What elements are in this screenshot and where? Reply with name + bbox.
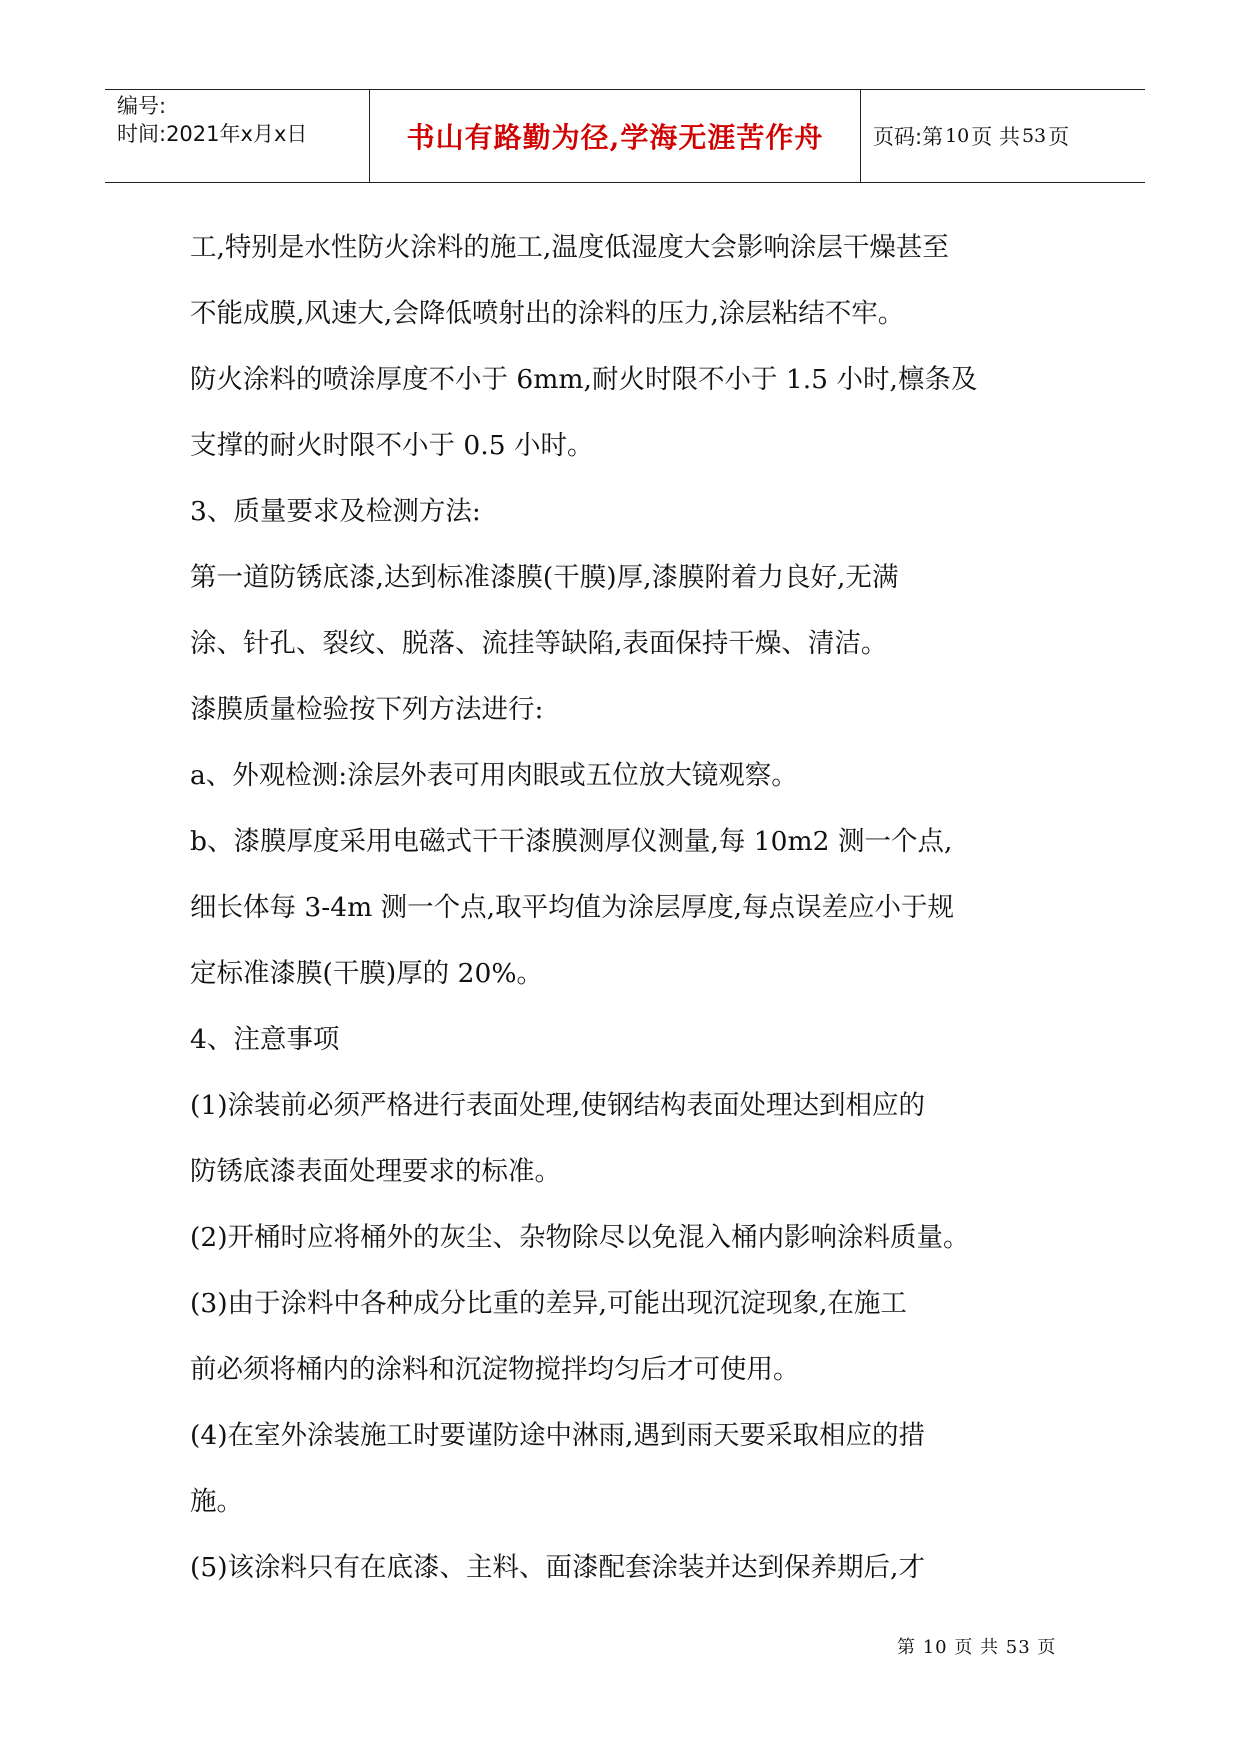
body-line: b、漆膜厚度采用电磁式干干漆膜测厚仪测量,每 10m2 测一个点, bbox=[190, 826, 953, 857]
page-prefix: 页码:第 bbox=[873, 125, 944, 149]
section-heading-notes: 4、注意事项 bbox=[190, 1024, 340, 1055]
page-footer: 第 10 页 共 53 页 bbox=[897, 1637, 1057, 1658]
page-current-number: 10 bbox=[945, 125, 970, 147]
body-line: a、外观检测:涂层外表可用肉眼或五位放大镜观察。 bbox=[190, 760, 798, 791]
header-page-indicator bbox=[873, 90, 1069, 182]
body-line: (2)开桶时应将桶外的灰尘、杂物除尽以免混入桶内影响涂料质量。 bbox=[190, 1222, 970, 1253]
body-line: (3)由于涂料中各种成分比重的差异,可能出现沉淀现象,在施工 bbox=[190, 1288, 907, 1319]
body-line: 涂、针孔、裂纹、脱落、流挂等缺陷,表面保持干燥、清洁。 bbox=[190, 628, 888, 659]
body-line: 第一道防锈底漆,达到标准漆膜(干膜)厚,漆膜附着力良好,无满 bbox=[190, 562, 899, 593]
page-total-number: 53 bbox=[1021, 125, 1047, 147]
document-body bbox=[190, 215, 1090, 1601]
document-time-label: 时间:2021年x月x日 bbox=[117, 122, 308, 146]
body-line: 防锈底漆表面处理要求的标准。 bbox=[190, 1156, 561, 1187]
document-number-label: 编号: bbox=[117, 94, 167, 118]
section-heading-quality: 3、质量要求及检测方法: bbox=[190, 496, 481, 527]
header-meta bbox=[117, 92, 372, 148]
body-line: 细长体每 3-4m 测一个点,取平均值为涂层厚度,每点误差应小于规 bbox=[190, 892, 954, 923]
header-motto: 书山有路勤为径,学海无涯苦作舟 bbox=[406, 121, 824, 154]
body-line: (4)在室外涂装施工时要谨防途中淋雨,遇到雨天要采取相应的措 bbox=[190, 1420, 925, 1451]
body-line: 防火涂料的喷涂厚度不小于 6mm,耐火时限不小于 1.5 小时,檩条及 bbox=[190, 364, 978, 395]
body-line: 工,特别是水性防火涂料的施工,温度低湿度大会影响涂层干燥甚至 bbox=[190, 232, 949, 263]
page-header bbox=[105, 89, 1145, 183]
body-line: 支撑的耐火时限不小于 0.5 小时。 bbox=[190, 430, 594, 461]
body-line: (5)该涂料只有在底漆、主料、面漆配套涂装并达到保养期后,才 bbox=[190, 1552, 925, 1583]
page-suffix: 页 bbox=[1048, 125, 1070, 149]
body-line: 施。 bbox=[190, 1486, 243, 1517]
body-line: 不能成膜,风速大,会降低喷射出的涂料的压力,涂层粘结不牢。 bbox=[190, 298, 905, 329]
body-line: 前必须将桶内的涂料和沉淀物搅拌均匀后才可使用。 bbox=[190, 1354, 800, 1385]
header-divider-right bbox=[860, 90, 861, 182]
body-line: 定标准漆膜(干膜)厚的 20%。 bbox=[190, 958, 544, 989]
body-line: (1)涂装前必须严格进行表面处理,使钢结构表面处理达到相应的 bbox=[190, 1090, 925, 1121]
page-mid: 页 共 bbox=[971, 125, 1020, 149]
body-line: 漆膜质量检验按下列方法进行: bbox=[190, 694, 544, 725]
